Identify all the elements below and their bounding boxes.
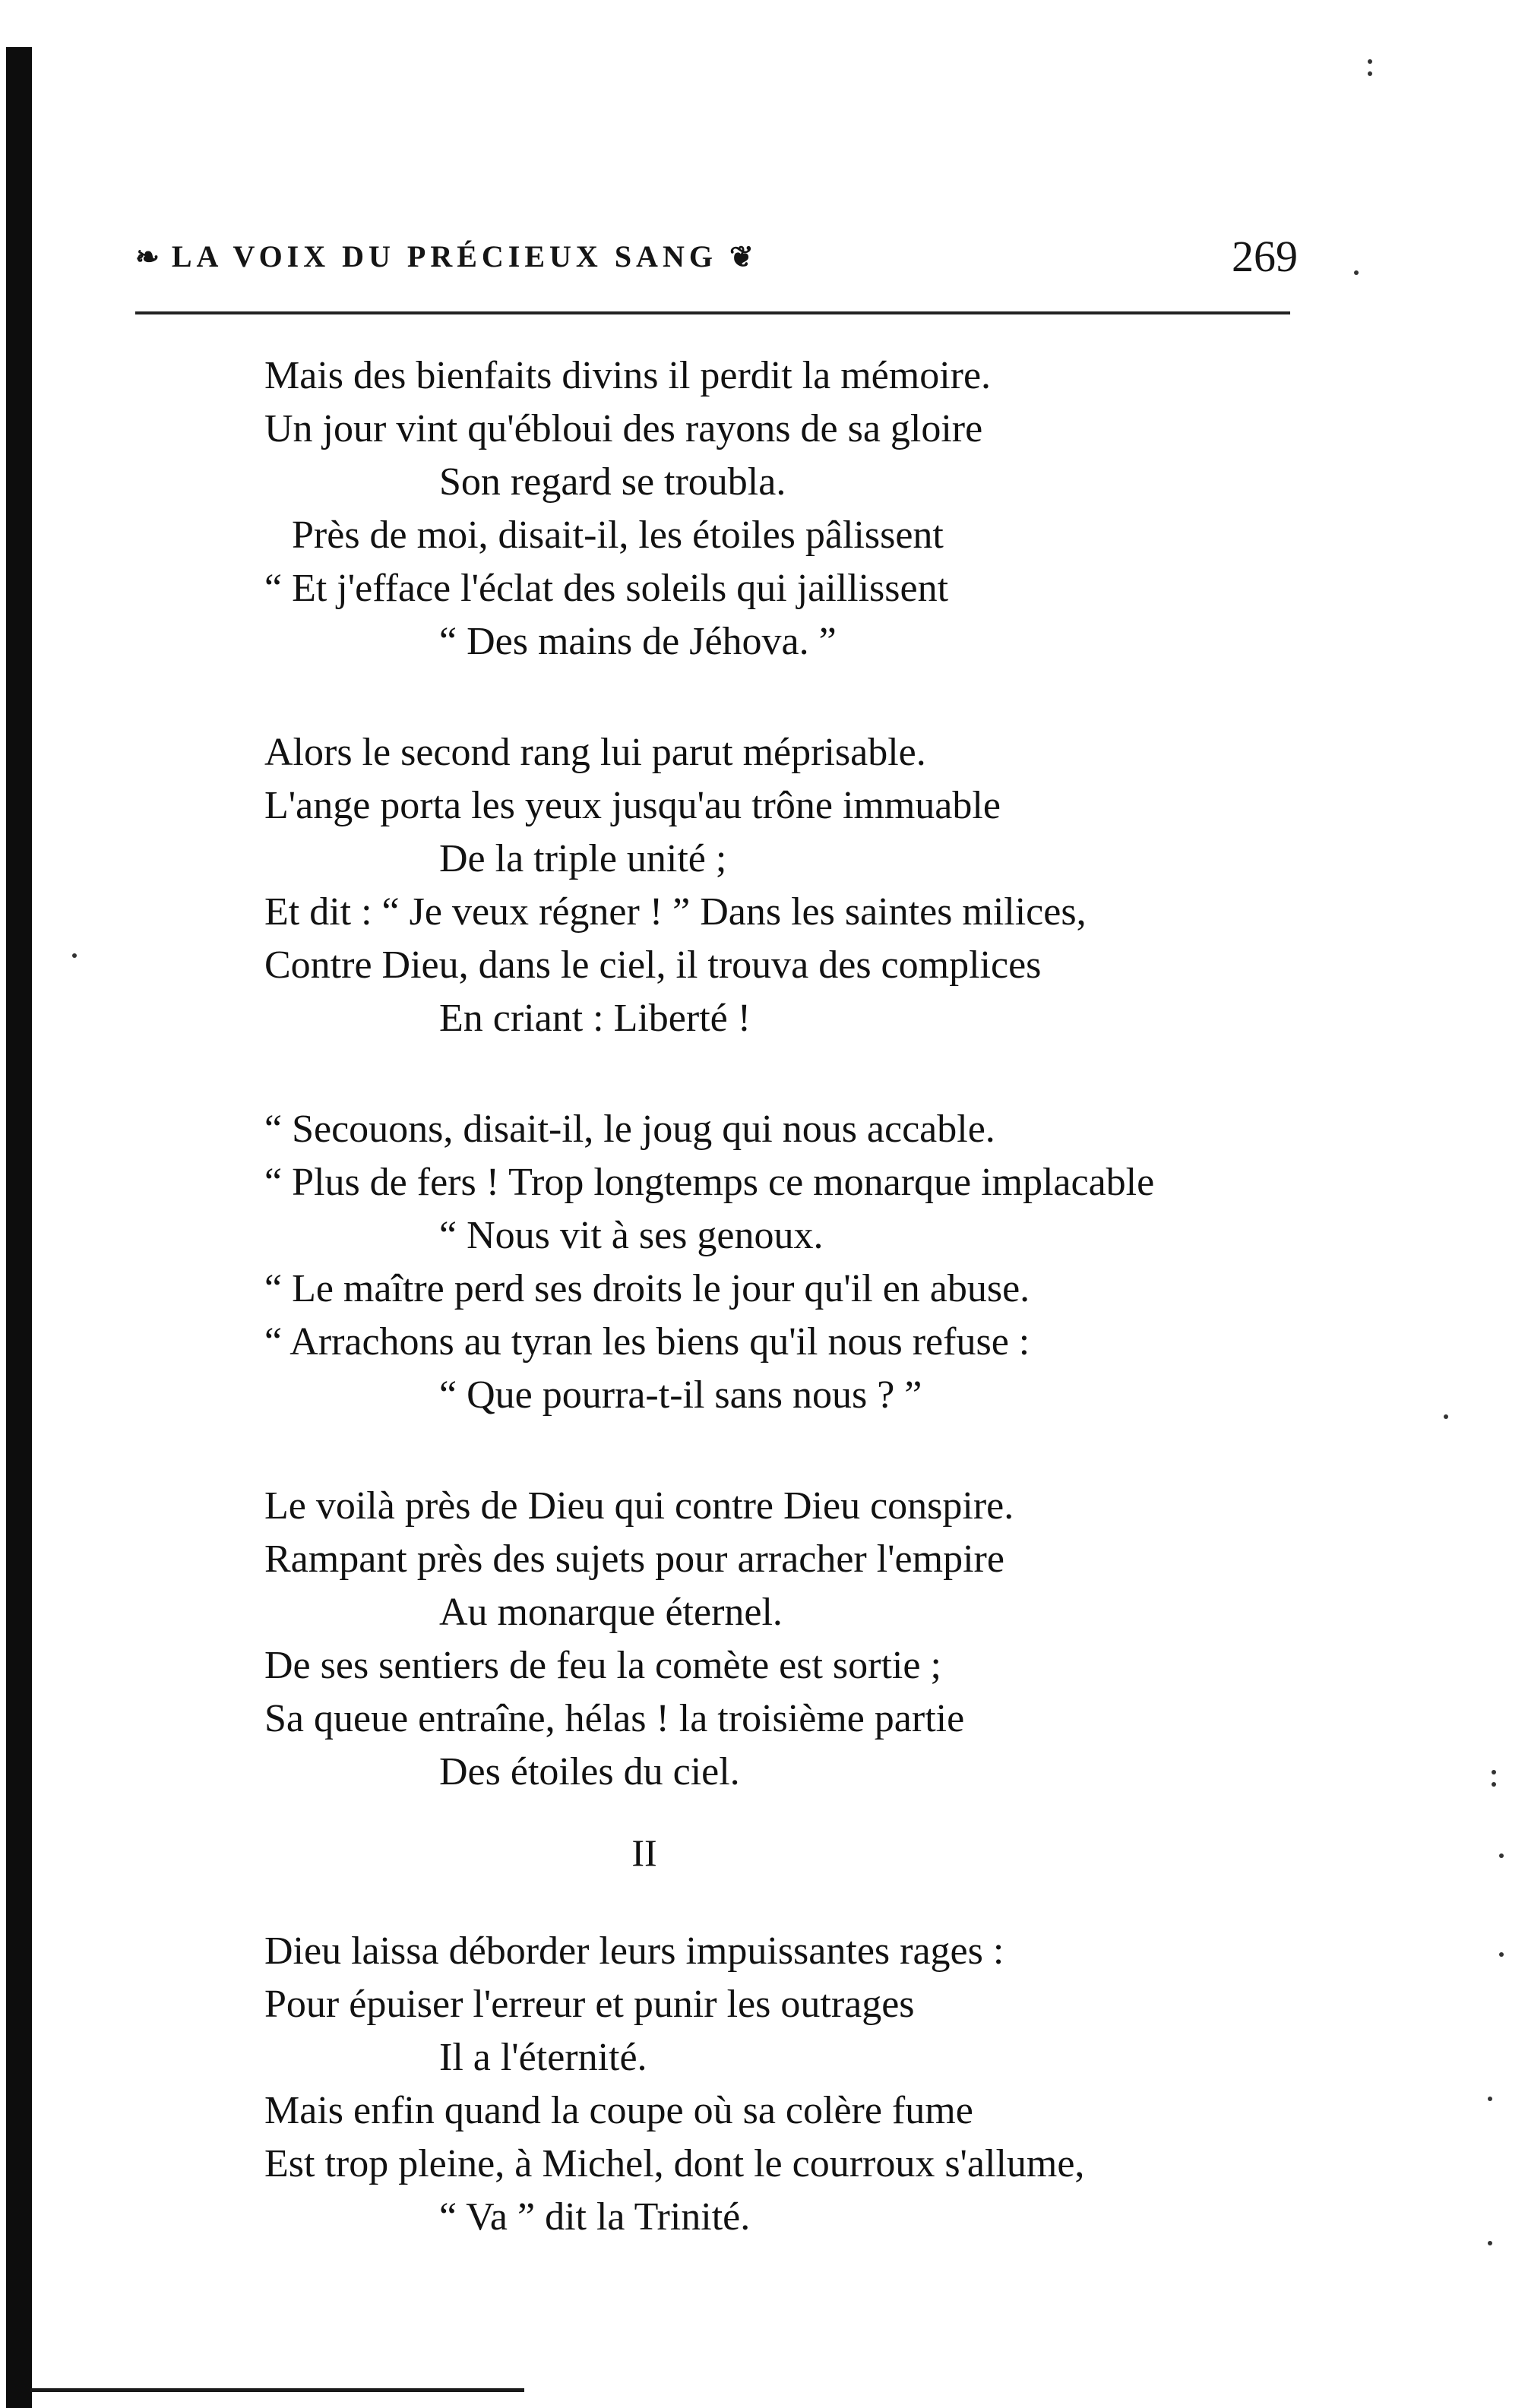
stanza-break [264,1045,1298,1103]
verse-line: Pour épuiser l'erreur et punir les outrages [264,1983,915,2026]
margin-speck [1368,71,1372,76]
header-rule [135,311,1290,314]
bottom-edge-line [30,2388,524,2392]
verse-line: Contre Dieu, dans le ciel, il trouva des complices [264,943,1042,987]
verse-line: Rampant près des sujets pour arracher l'empire [264,1537,1004,1581]
verse-line: “ Plus de fers ! Trop longtemps ce monarque implacable [264,1161,1155,1204]
section-heading: II [631,1831,657,1874]
verse-line: “ Le maître perd ses droits le jour qu'il en abuse. [264,1267,1030,1310]
verse-line: “ Des mains de Jéhova. ” [439,620,837,663]
stanza-break [264,1422,1298,1480]
verse-line: De la triple unité ; [439,837,727,880]
verse-line: Il a l'éternité. [439,2036,647,2079]
verse-line: “ Va ” dit la Trinité. [439,2195,751,2239]
verse-line: Est trop pleine, à Michel, dont le courroux s'allume, [264,2142,1085,2185]
poem-section-two [264,1925,1298,2244]
verse-line: Son regard se troubla. [439,460,786,504]
verse-line: Sa queue entraîne, hélas ! la troisième partie [264,1697,965,1740]
verse-line: Et dit : “ Je veux régner ! ” Dans les saintes milices, [264,890,1087,934]
verse-line: Dieu laissa déborder leurs impuissantes rages : [264,1929,1004,1973]
poem-section-one [264,349,1298,1799]
margin-speck [1488,2097,1492,2101]
verse-line: Des étoiles du ciel. [439,1750,740,1793]
margin-speck [1488,2241,1492,2245]
margin-speck [1354,270,1359,275]
running-title-text: LA VOIX DU PRÉCIEUX SANG [171,239,717,273]
margin-speck [1492,1782,1496,1787]
running-head [135,228,1298,289]
margin-speck [1499,1952,1504,1957]
verse-line: Près de moi, disait-il, les étoiles pâlissent [292,514,944,557]
verse-line: “ Que pourra-t-il sans nous ? ” [439,1373,922,1417]
verse-line: “ Secouons, disait-il, le joug qui nous accable. [264,1108,995,1151]
margin-speck [1368,59,1372,64]
verse-line: “ Arrachons au tyran les biens qu'il nous refuse : [264,1320,1030,1364]
verse-line: De ses sentiers de feu la comète est sortie ; [264,1644,941,1687]
poem-body [264,349,1298,2244]
verse-line: En criant : Liberté ! [439,997,751,1040]
page-number: 269 [1232,232,1298,281]
verse-line: Le voilà près de Dieu qui contre Dieu conspire. [264,1484,1014,1528]
stanza-break [264,668,1298,726]
running-title [135,239,754,274]
verse-line: “ Et j'efface l'éclat des soleils qui jaillissent [264,567,949,610]
verse-line: Au monarque éternel. [439,1591,783,1634]
book-spine-shadow [6,47,32,2408]
verse-line: Un jour vint qu'ébloui des rayons de sa gloire [264,407,983,450]
margin-speck [1492,1770,1496,1774]
margin-speck [72,953,77,958]
margin-speck [1499,1853,1504,1858]
verse-line: Alors le second rang lui parut méprisable. [264,731,926,774]
verse-line: L'ange porta les yeux jusqu'au trône immuable [264,784,1001,827]
margin-speck [1444,1414,1448,1419]
fleuron-left-icon: ❧ [135,242,160,273]
verse-line: “ Nous vit à ses genoux. [439,1214,824,1257]
fleuron-right-icon: ❦ [729,242,754,273]
verse-line: Mais des bienfaits divins il perdit la mémoire. [264,354,992,397]
verse-line: Mais enfin quand la coupe où sa colère fume [264,2089,973,2132]
